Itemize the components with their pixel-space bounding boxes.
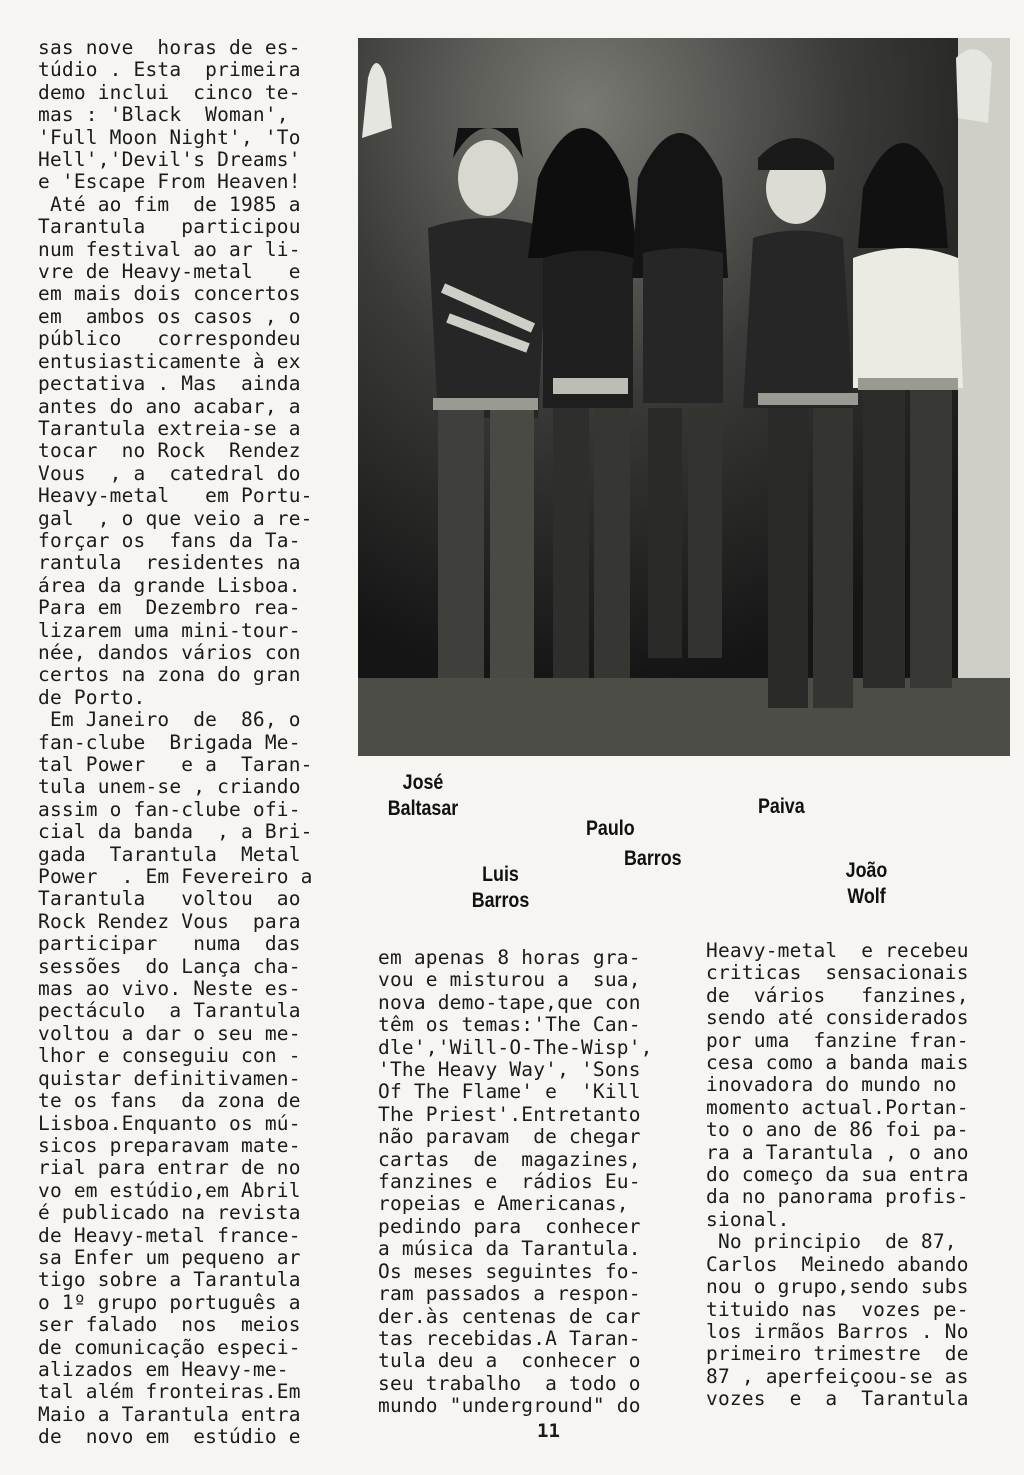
text-line: tal além fronteiras.Em: [38, 1380, 301, 1404]
text-line: público correspondeu: [38, 327, 301, 351]
middle-column-text: [378, 947, 688, 1418]
text-line: certos na zona do gran: [38, 663, 301, 687]
text-line: née, dandos vários con: [38, 640, 301, 664]
text-line: assim o fan-clube ofi-: [38, 797, 301, 821]
text-line: Os meses seguintes fo-: [378, 1259, 641, 1283]
text-line: mas ao vivo. Neste es-: [38, 977, 301, 1001]
text-line: de novo em estúdio e: [38, 1425, 301, 1449]
text-line: Em Janeiro de 86, o: [38, 708, 301, 732]
text-line: em mais dois concertos: [38, 282, 301, 306]
text-line: cial da banda , a Bri-: [38, 820, 313, 844]
text-line: de comunicação especi-: [38, 1335, 301, 1359]
text-line: 'Full Moon Night', 'To: [38, 125, 301, 149]
text-line: Heavy-metal em Portu-: [38, 484, 313, 508]
caption-joao-last: Wolf: [847, 885, 886, 908]
text-line: ram passados a respon-: [378, 1282, 641, 1306]
text-line: ser falado nos meios: [38, 1313, 301, 1337]
text-line: Power . Em Fevereiro a: [38, 865, 313, 889]
text-line: sional.: [706, 1207, 790, 1231]
text-line: The Priest'.Entretanto: [378, 1102, 641, 1126]
text-line: vre de Heavy-metal e: [38, 260, 301, 284]
text-line: voltou a dar o seu me-: [38, 1021, 301, 1045]
text-line: vo em estúdio,em Abril: [38, 1178, 301, 1202]
text-line: rantula residentes na: [38, 551, 301, 575]
text-line: Hell','Devil's Dreams': [38, 148, 301, 172]
text-line: Of The Flame' e 'Kill: [378, 1080, 641, 1104]
caption-luis-last: Barros: [471, 889, 530, 912]
text-line: Para em Dezembro rea-: [38, 596, 301, 620]
text-line: rial para entrar de no: [38, 1156, 301, 1180]
caption-jose-first: José: [402, 771, 444, 794]
text-line: tula unem-se , criando: [38, 775, 301, 799]
text-line: lizarem uma mini-tour-: [38, 618, 301, 642]
text-line: por uma fanzine fran-: [706, 1028, 969, 1052]
text-line: pedindo para conhecer: [378, 1214, 641, 1238]
text-line: inovadora do mundo no: [706, 1073, 957, 1097]
right-column-text: [706, 940, 1012, 1411]
text-line: tal Power e a Taran-: [38, 753, 313, 776]
text-line: to o ano de 86 foi pa-: [706, 1118, 969, 1142]
text-line: los irmãos Barros . No: [706, 1319, 969, 1343]
text-line: em apenas 8 horas gra-: [378, 946, 641, 969]
text-line: de Heavy-metal france-: [38, 1223, 301, 1247]
text-line: entusiasticamente à ex: [38, 349, 301, 373]
text-line: Tarantula extreia-se a: [38, 416, 301, 440]
text-line: sa Enfer um pequeno ar: [38, 1245, 301, 1269]
text-line: seu trabalho a todo o: [378, 1371, 641, 1395]
text-line: vozes e a Tarantula: [706, 1387, 969, 1411]
text-line: lhor e conseguiu con -: [38, 1044, 301, 1068]
text-line: 'The Heavy Way', 'Sons: [378, 1058, 641, 1082]
text-line: num festival ao ar li-: [38, 237, 301, 261]
text-line: Tarantula participou: [38, 215, 301, 239]
text-line: tigo sobre a Tarantula: [38, 1268, 301, 1292]
text-line: vou e misturou a sua,: [378, 968, 641, 992]
caption-paiva: Paiva: [758, 795, 805, 818]
text-line: No principio de 87,: [706, 1230, 957, 1254]
text-line: da no panorama profis-: [706, 1185, 969, 1209]
text-line: ra a Tarantula , o ano: [706, 1140, 969, 1164]
caption-joao-first: João: [845, 859, 888, 882]
text-line: Até ao fim de 1985 a: [38, 192, 301, 216]
caption-joao-wolf: [824, 858, 909, 910]
caption-jose-baltasar: [372, 770, 474, 822]
text-line: tituido nas vozes pe-: [706, 1297, 969, 1321]
text-line: tas recebidas.A Taran-: [378, 1326, 641, 1350]
text-line: antes do ano acabar, a: [38, 394, 301, 418]
page-number: 11: [537, 1420, 560, 1442]
text-line: têm os temas:'The Can-: [378, 1013, 641, 1037]
text-line: Rock Rendez Vous para: [38, 909, 301, 933]
text-line: pectáculo a Tarantula: [38, 999, 301, 1023]
text-line: ropeias e Americanas,: [378, 1192, 629, 1216]
caption-paulo: Paulo: [586, 817, 635, 840]
text-line: der.às centenas de car: [378, 1304, 641, 1328]
left-column-text: [38, 37, 350, 1449]
text-line: Carlos Meinedo abando: [706, 1252, 969, 1276]
text-line: sicos preparavam mate-: [38, 1133, 301, 1157]
text-line: gal , o que veio a re-: [38, 506, 313, 530]
text-line: tula deu a conhecer o: [378, 1349, 641, 1373]
text-line: sessões do Lança cha-: [38, 954, 301, 978]
text-line: mas : 'Black Woman',: [38, 103, 289, 127]
text-line: área da grande Lisboa.: [38, 573, 301, 597]
caption-paulo-barros: Barros: [624, 847, 682, 870]
text-line: de vários fanzines,: [706, 983, 969, 1007]
text-line: em ambos os casos , o: [38, 304, 301, 328]
text-line: tocar no Rock Rendez: [38, 439, 301, 463]
text-line: Vous , a catedral do: [38, 461, 301, 485]
band-photo: [358, 38, 1010, 756]
text-line: não paravam de chegar: [378, 1125, 641, 1149]
text-line: dle','Will-O-The-Wisp',: [378, 1035, 653, 1059]
caption-luis-first: Luis: [482, 863, 519, 886]
text-line: Heavy-metal e recebeu: [706, 939, 969, 962]
text-line: pectativa . Mas ainda: [38, 372, 301, 396]
text-line: momento actual.Portan-: [706, 1095, 969, 1119]
text-line: Lisboa.Enquanto os mú-: [38, 1111, 301, 1135]
text-line: quistar definitivamen-: [38, 1066, 301, 1090]
text-line: primeiro trimestre de: [706, 1342, 969, 1366]
text-line: Tarantula voltou ao: [38, 887, 301, 911]
text-line: mundo "underground" do: [378, 1394, 641, 1418]
text-line: de Porto.: [38, 685, 146, 709]
text-line: te os fans da zona de: [38, 1089, 301, 1113]
text-line: sas nove horas de es-: [38, 36, 301, 59]
text-line: fan-clube Brigada Me-: [38, 730, 301, 754]
text-line: a música da Tarantula.: [378, 1237, 641, 1261]
text-line: Maio a Tarantula entra: [38, 1402, 301, 1426]
text-line: cartas de magazines,: [378, 1147, 641, 1171]
text-line: criticas sensacionais: [706, 961, 969, 985]
text-line: forçar os fans da Ta-: [38, 528, 301, 552]
text-line: túdio . Esta primeira: [38, 58, 301, 82]
text-line: do começo da sua entra: [706, 1163, 969, 1187]
text-line: o 1º grupo português a: [38, 1290, 301, 1314]
text-line: é publicado na revista: [38, 1201, 301, 1225]
text-line: gada Tarantula Metal: [38, 842, 301, 866]
text-line: cesa como a banda mais: [706, 1051, 969, 1075]
text-line: e 'Escape From Heaven!: [38, 170, 301, 194]
text-line: demo inclui cinco te-: [38, 80, 301, 104]
text-line: participar numa das: [38, 932, 301, 956]
text-line: 87 , aperfeiçoou-se as: [706, 1364, 969, 1388]
text-line: nova demo-tape,que con: [378, 990, 641, 1014]
text-line: nou o grupo,sendo subs: [706, 1275, 969, 1299]
text-line: sendo até considerados: [706, 1006, 969, 1030]
text-line: fanzines e rádios Eu-: [378, 1170, 641, 1194]
caption-luis-barros: [458, 862, 543, 914]
caption-jose-last: Baltasar: [387, 797, 459, 820]
text-line: alizados em Heavy-me-: [38, 1357, 289, 1381]
